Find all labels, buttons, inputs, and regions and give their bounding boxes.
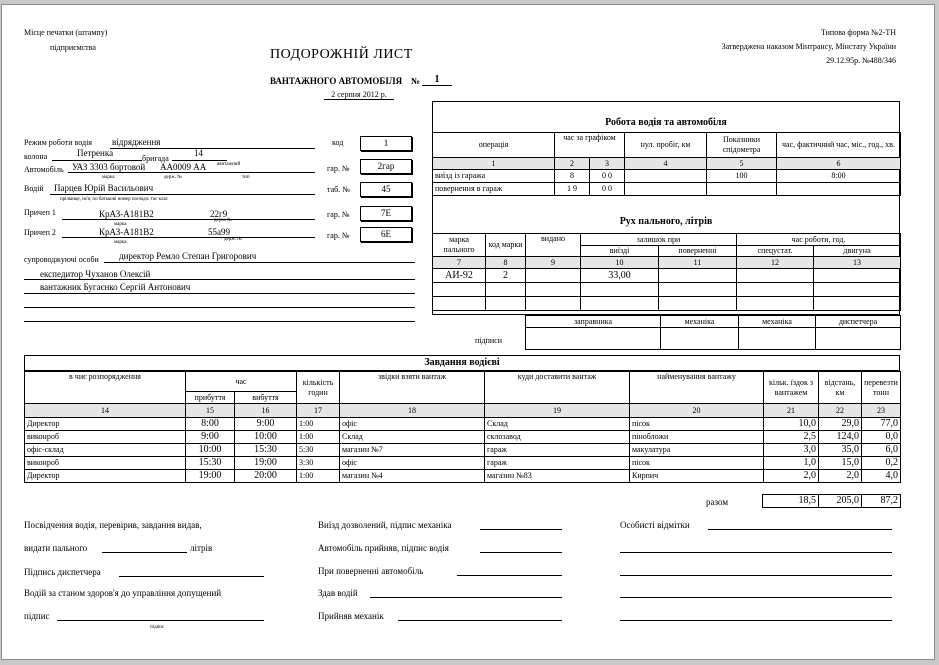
- col-num-14: 14: [25, 404, 186, 418]
- h-zero-run: нул. пробіг, км: [625, 133, 707, 158]
- task-to: магазин №83: [485, 470, 630, 483]
- task-tons: 6,0: [862, 444, 901, 457]
- col-num-6: 6: [777, 158, 901, 170]
- task-whom: виконроб: [25, 431, 186, 444]
- task-row: [25, 457, 901, 470]
- task-to: склозавод: [485, 431, 630, 444]
- h-work-time: час роботи, год.: [737, 234, 901, 246]
- column-value: Петренка: [77, 148, 114, 158]
- stamp-place-label: Місце печатки (штампу): [24, 28, 108, 37]
- task-whom: виконроб: [25, 457, 186, 470]
- waybill-page: [1, 4, 935, 660]
- col-num-21: 21: [764, 404, 819, 418]
- h-fuel-issued: видано: [526, 234, 581, 257]
- col-num-7: 7: [433, 257, 486, 269]
- task-tons: 77,0: [862, 418, 901, 431]
- depart-actual: 8:00: [777, 170, 901, 183]
- col-num-5: 5: [707, 158, 777, 170]
- trailer2-sub-brand: марка: [114, 240, 127, 245]
- task-cargo: Кирпич: [630, 470, 764, 483]
- fuel-table: [432, 233, 901, 311]
- col-num-4: 4: [625, 158, 707, 170]
- trailer1-plate: 22г9: [210, 209, 228, 219]
- vehicle-sub-brand: марка: [102, 175, 115, 180]
- tab-box: 45: [360, 182, 412, 197]
- vehicle-type: вантажний: [217, 162, 241, 167]
- vehicle-value: УАЗ 3303 бортовой: [72, 162, 146, 172]
- col-num-23: 23: [862, 404, 901, 418]
- trailer2-plate: 55а99: [208, 227, 230, 237]
- fuel-brand: АИ-92: [433, 269, 486, 283]
- approved-label: Затверджена наказом Мінтрансу, Мінстату України: [721, 42, 896, 51]
- task-trips: 3,0: [764, 444, 819, 457]
- task-tons: 0,0: [862, 431, 901, 444]
- approved-date: 29.12.95р. №488/346: [826, 56, 896, 65]
- vehicle-sub-plate: держ. №: [164, 175, 182, 180]
- garage-box-2: 7Е: [360, 206, 412, 221]
- h-fuel-remain: залишок при: [581, 234, 737, 246]
- task-whom: офіс-склад: [25, 444, 186, 457]
- enterprise-label: підприємства: [50, 43, 96, 52]
- task-cargo: пінобложи: [630, 431, 764, 444]
- vehicle-plate: АА0009 АА: [160, 162, 207, 172]
- trailer2-label: Причеп 2: [24, 228, 56, 237]
- footer-driver-handed: Здав водій: [318, 588, 358, 598]
- vehicle-sub-type: тип: [242, 175, 250, 180]
- vehicle-label: Автомобіль: [24, 165, 64, 174]
- task-arrival: 19:00: [186, 470, 235, 483]
- trailer1-label: Причеп 1: [24, 208, 56, 217]
- footer-health: Водій за станом здоров'я до управління допущений: [24, 588, 222, 598]
- task-row: [25, 418, 901, 431]
- h-schedule: час за графіком: [555, 133, 625, 158]
- signatures-table: [525, 315, 901, 350]
- col-num-8: 8: [486, 257, 526, 269]
- task-arrival: 10:00: [186, 444, 235, 457]
- task-distance: 124,0: [819, 431, 862, 444]
- return-min: 0 0: [590, 183, 625, 196]
- footer-liters: літрів: [190, 543, 213, 553]
- trailer1-sub-plate: держ. №: [214, 218, 232, 223]
- totals-table: [762, 494, 901, 508]
- task-tons: 4,0: [862, 470, 901, 483]
- escort-2: експедитор Чуханов Олексій: [40, 269, 151, 279]
- tab-label: таб. №: [327, 185, 350, 194]
- total-label: разом: [706, 497, 729, 507]
- total-distance: 205,0: [819, 495, 862, 508]
- column-label: колона: [24, 152, 48, 161]
- col-num-9: 9: [526, 257, 581, 269]
- footer-on-return: При поверненні автомобіль: [318, 566, 424, 576]
- waybill-number: 1: [422, 74, 452, 86]
- code-box: 1: [360, 136, 412, 151]
- footer-fuel-issue: видати пального: [24, 543, 88, 553]
- task-trips: 10,0: [764, 418, 819, 431]
- col-num-12: 12: [737, 257, 814, 269]
- waybill-date: 2 серпня 2012 р.: [324, 90, 394, 100]
- task-hours: 1:00: [297, 418, 340, 431]
- total-tons: 87,2: [862, 495, 901, 508]
- col-num-16: 16: [235, 404, 297, 418]
- footer-mechanic-accepted: Прийняв механік: [318, 611, 384, 621]
- task-hours: 1:00: [297, 431, 340, 444]
- col-num-10: 10: [581, 257, 659, 269]
- trailer2-sub-plate: держ. №: [224, 237, 242, 242]
- h-whom: в чиє розпорядження: [25, 372, 186, 404]
- footer-personal-notes: Особисті відмітки: [620, 520, 690, 530]
- task-cargo: пісок: [630, 418, 764, 431]
- task-trips: 2,5: [764, 431, 819, 444]
- tasks-title: Завдання водієві: [424, 357, 500, 368]
- depart-label: виїзд із гаража: [433, 170, 555, 183]
- task-from: магазин №7: [340, 444, 485, 457]
- code-label: код: [332, 138, 344, 147]
- task-from: офіс: [340, 418, 485, 431]
- depart-hour: 8: [555, 170, 590, 183]
- task-row: [25, 431, 901, 444]
- number-label: №: [411, 76, 421, 86]
- h-arrival: прибуття: [186, 392, 235, 404]
- col-num-18: 18: [340, 404, 485, 418]
- h-from: звідки взяти вантаж: [340, 372, 485, 404]
- h-speedometer: Показники спідометра: [707, 133, 777, 158]
- task-whom: Директор: [25, 418, 186, 431]
- col-num-1: 1: [433, 158, 555, 170]
- task-from: Склад: [340, 431, 485, 444]
- h-tons: перевезти тонн: [862, 372, 901, 404]
- task-cargo: макулатура: [630, 444, 764, 457]
- page-title: ПОДОРОЖНІЙ ЛИСТ: [270, 47, 413, 62]
- garage-label-3: гар. №: [327, 231, 350, 240]
- col-num-15: 15: [186, 404, 235, 418]
- task-hours: 5:30: [297, 444, 340, 457]
- work-table: [432, 132, 901, 196]
- garage-label-1: гар. №: [327, 164, 350, 173]
- task-distance: 29,0: [819, 418, 862, 431]
- task-trips: 2,0: [764, 470, 819, 483]
- h-cargo: найменування вантажу: [630, 372, 764, 404]
- brigade-label: бригада: [142, 154, 169, 163]
- col-num-2: 2: [555, 158, 590, 170]
- mode-value: відрядження: [112, 137, 161, 147]
- signatures-label: підписи: [475, 336, 502, 345]
- trailer2-value: КрАЗ-А181В2: [99, 227, 154, 237]
- task-row: [25, 470, 901, 483]
- task-tons: 0,2: [862, 457, 901, 470]
- task-distance: 35,0: [819, 444, 862, 457]
- h-operation: операція: [433, 133, 555, 158]
- depart-speedometer: 100: [707, 170, 777, 183]
- h-fuel-code: код марки: [486, 234, 526, 257]
- task-arrival: 9:00: [186, 431, 235, 444]
- sig-refueler: заправника: [526, 316, 661, 328]
- h-distance: відстань, км: [819, 372, 862, 404]
- footer-signature: підпис: [24, 611, 50, 621]
- task-departure: 10:00: [235, 431, 297, 444]
- sig-mechanic-2: механіка: [739, 316, 816, 328]
- task-from: офіс: [340, 457, 485, 470]
- task-from: магазин №4: [340, 470, 485, 483]
- trailer1-sub-brand: марка: [114, 222, 127, 227]
- h-trips: кільк. їздок з вантажем: [764, 372, 819, 404]
- escort-1: директор Ремло Степан Григорович: [119, 251, 257, 261]
- footer-dispatcher: Підпись диспетчера: [24, 567, 101, 577]
- depart-min: 0 0: [590, 170, 625, 183]
- garage-label-2: гар. №: [327, 210, 350, 219]
- h-engine: двигуна: [814, 246, 901, 257]
- h-remain-depart: виїзді: [581, 246, 659, 257]
- brigade-value: 14: [194, 148, 203, 158]
- task-departure: 9:00: [235, 418, 297, 431]
- col-num-17: 17: [297, 404, 340, 418]
- h-actual: час, фактичний час, міс., год., хв.: [777, 133, 901, 158]
- footer-vehicle-accepted: Автомобіль прийняв, підпис водія: [318, 543, 449, 553]
- task-row: [25, 444, 901, 457]
- task-trips: 1,0: [764, 457, 819, 470]
- task-hours: 3:30: [297, 457, 340, 470]
- task-to: гараж: [485, 457, 630, 470]
- trailer1-value: КрАЗ-А181В2: [99, 209, 154, 219]
- fuel-code: 2: [486, 269, 526, 283]
- task-departure: 15:30: [235, 444, 297, 457]
- return-hour: 1 9: [555, 183, 590, 196]
- h-to: куди доставити вантаж: [485, 372, 630, 404]
- h-special: спецустат.: [737, 246, 814, 257]
- form-type: Типова форма №2-ТН: [820, 28, 896, 37]
- task-whom: Директор: [25, 470, 186, 483]
- col-num-3: 3: [590, 158, 625, 170]
- task-arrival: 15:30: [186, 457, 235, 470]
- h-departure: вибуття: [235, 392, 297, 404]
- col-num-22: 22: [819, 404, 862, 418]
- return-label: повернення в гараж: [433, 183, 555, 196]
- escort-label: супроводжуючі особи: [24, 255, 99, 264]
- driver-value: Парцев Юрій Васильович: [54, 183, 154, 193]
- garage-box-3: 6Е: [360, 227, 412, 242]
- h-remain-return: поверненні: [659, 246, 737, 257]
- driver-label: Водій: [24, 184, 44, 193]
- footer-exit-allowed: Виїзд дозволений, підпис механіка: [318, 520, 452, 530]
- page-subtitle: ВАНТАЖНОГО АВТОМОБІЛЯ: [270, 76, 403, 86]
- col-num-11: 11: [659, 257, 737, 269]
- sig-mechanic-1: механіка: [661, 316, 739, 328]
- task-hours: 1:00: [297, 470, 340, 483]
- h-time: час: [186, 372, 297, 392]
- footer-license: Посвідчення водія, перевірив, завдання видав,: [24, 520, 202, 530]
- task-arrival: 8:00: [186, 418, 235, 431]
- task-departure: 20:00: [235, 470, 297, 483]
- footer-signature-sub: підпис: [150, 625, 165, 630]
- sig-dispatcher: диспетчера: [816, 316, 901, 328]
- tasks-table: [24, 371, 901, 483]
- task-cargo: пісок: [630, 457, 764, 470]
- total-trips: 18,5: [763, 495, 819, 508]
- task-to: гараж: [485, 444, 630, 457]
- task-to: Склад: [485, 418, 630, 431]
- h-hours: кількість годин: [297, 372, 340, 404]
- col-num-13: 13: [814, 257, 901, 269]
- mode-label: Режим роботи водія: [24, 138, 92, 147]
- escort-3: вантажник Бугаєнко Сергій Антонович: [40, 282, 191, 292]
- garage-box-1: 2гар: [360, 159, 412, 174]
- task-distance: 15,0: [819, 457, 862, 470]
- h-fuel-brand: марка пального: [433, 234, 486, 257]
- work-title: Робота водія та автомобіля: [605, 117, 727, 128]
- col-num-19: 19: [485, 404, 630, 418]
- task-departure: 19:00: [235, 457, 297, 470]
- fuel-remain-depart: 33,00: [581, 269, 659, 283]
- col-num-20: 20: [630, 404, 764, 418]
- driver-sub: прізвище, ім'я, по батькові номер посвідч. тас клас: [60, 197, 168, 202]
- task-distance: 2,0: [819, 470, 862, 483]
- fuel-title: Рух пального, літрів: [619, 216, 713, 227]
